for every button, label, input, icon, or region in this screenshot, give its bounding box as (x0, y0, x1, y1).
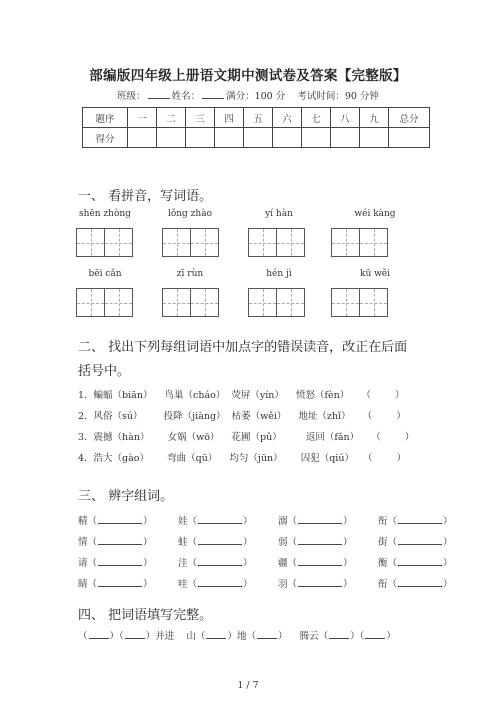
tianzige-box[interactable] (331, 288, 360, 317)
char-label: 精 (78, 516, 88, 527)
char-group-cell: 衔（ ） (378, 516, 453, 527)
tianzige-box[interactable] (76, 288, 105, 317)
pinyin-label: kū wěi (359, 269, 391, 279)
pronunciation-row: 3．震撼（hàn） 女娲（wō） 花圃（pǔ） 返回（fǎn） （ ） (78, 432, 415, 443)
pronunciation-row: 2．风俗（sú） 投降（jiàng） 枯萎（wěi） 地址（zhǐ） （ ） (78, 411, 406, 422)
char-group-cell: 请（ ） (78, 558, 153, 569)
idiom-fragment: 山 (186, 631, 196, 642)
char-group-cell: 疆（ ） (278, 558, 353, 569)
score-table-score-row (83, 128, 430, 148)
document-title: 部编版四年级上册语文期中测试卷及答案【完整版】 (89, 68, 407, 84)
answer-blank[interactable] (198, 535, 242, 545)
tianzige-group (248, 228, 305, 257)
tianzige-box[interactable] (76, 228, 105, 257)
char-group-cell: 弱（ ） (278, 537, 353, 548)
char-group-cell: 哇（ ） (178, 579, 253, 590)
score-header-cell: 总分 (389, 108, 430, 128)
char-group-cell: 睛（ ） (78, 579, 153, 590)
char-label: 蛙 (178, 537, 188, 548)
pinyin-label: yí hàn (265, 209, 293, 219)
answer-blank[interactable] (398, 577, 442, 587)
pinyin-label: lǒng zhào (167, 209, 213, 219)
char-group-cell: 情（ ） (78, 537, 153, 548)
score-table (82, 107, 430, 148)
answer-blank[interactable] (365, 629, 385, 639)
class-label: 班级： (117, 91, 146, 102)
tianzige-box[interactable] (248, 288, 277, 317)
tianzige-group (162, 228, 219, 257)
score-row-label: 得分 (83, 128, 128, 148)
tianzige-box[interactable] (190, 288, 219, 317)
tianzige-box[interactable] (104, 228, 133, 257)
answer-blank[interactable] (98, 535, 142, 545)
char-group-row (78, 572, 478, 591)
char-group-row (78, 509, 478, 528)
tianzige-box[interactable] (248, 228, 277, 257)
section2-heading-line1: 二、 找出下列每组词语中加点字的错误读音，改正在后面 (78, 340, 408, 355)
score-header-cell: 题序 (83, 108, 128, 128)
char-group-cell: 娃（ ） (178, 516, 253, 527)
char-label: 衔 (378, 516, 388, 527)
char-group-cell: 洼（ ） (178, 558, 253, 569)
score-cell[interactable] (157, 128, 186, 148)
answer-blank[interactable] (198, 556, 242, 566)
answer-blank[interactable] (257, 629, 277, 639)
pinyin-label: zī rùn (176, 269, 204, 279)
section4-heading: 四、 把词语填写完整。 (78, 608, 213, 623)
page-number: 1 / 7 (237, 680, 259, 691)
char-group-cell: 精（ ） (78, 516, 153, 527)
char-group-cell: 羽（ ） (278, 579, 353, 590)
answer-blank[interactable] (398, 556, 442, 566)
char-label: 衔 (378, 579, 388, 590)
score-header-cell: 八 (331, 108, 360, 128)
score-header-cell: 七 (302, 108, 331, 128)
answer-blank[interactable] (298, 535, 342, 545)
score-cell[interactable] (186, 128, 215, 148)
tianzige-group (331, 228, 388, 257)
tianzige-box[interactable] (331, 228, 360, 257)
section3-heading: 三、 辨字组词。 (78, 489, 174, 504)
pinyin-label: wéi kàng (354, 209, 396, 219)
score-header-cell: 三 (186, 108, 215, 128)
answer-blank[interactable] (98, 514, 142, 524)
tianzige-box[interactable] (359, 288, 388, 317)
tianzige-group (331, 288, 388, 317)
char-label: 情 (78, 537, 88, 548)
name-label: 姓名： (171, 91, 201, 102)
score-cell[interactable] (389, 128, 430, 148)
score-label: 满分：100 分 (226, 91, 286, 102)
score-cell[interactable] (273, 128, 302, 148)
tianzige-box[interactable] (276, 288, 305, 317)
answer-blank[interactable] (398, 514, 442, 524)
section2-heading-line2: 括号中。 (78, 364, 131, 379)
answer-blank[interactable] (398, 535, 442, 545)
score-header-cell: 九 (360, 108, 389, 128)
char-label: 睛 (78, 579, 88, 590)
score-header-cell: 五 (244, 108, 273, 128)
score-cell[interactable] (215, 128, 244, 148)
score-header-cell: 一 (128, 108, 157, 128)
tianzige-box[interactable] (276, 228, 305, 257)
char-label: 请 (78, 558, 88, 569)
idiom-fragment: 地 (236, 631, 247, 642)
answer-blank[interactable] (125, 629, 145, 639)
char-group-row (78, 530, 478, 549)
score-table-header-row (83, 108, 430, 128)
char-group-cell: 街（ ） (378, 537, 453, 548)
idiom-fill-line: （ ）（ ）并进 山（ ）地（ ） 腾云（ ）（ ） (78, 631, 396, 642)
char-group-cell: 溺（ ） (278, 516, 353, 527)
answer-blank[interactable] (298, 556, 342, 566)
score-header-cell: 四 (215, 108, 244, 128)
answer-blank[interactable] (329, 629, 349, 639)
pinyin-label: bēi cǎn (88, 269, 122, 279)
tianzige-group (76, 288, 133, 317)
score-cell[interactable] (360, 128, 389, 148)
char-group-cell: 衡（ ） (378, 558, 453, 569)
score-cell[interactable] (244, 128, 273, 148)
answer-blank[interactable] (198, 577, 242, 587)
tianzige-box[interactable] (162, 228, 191, 257)
char-label: 洼 (178, 558, 188, 569)
pronunciation-row: 1．蝙蝠（biān） 鸟巢（cháo） 荧屏（yín） 愤怒（fèn） （ ） (78, 390, 405, 401)
char-label: 衡 (378, 558, 388, 569)
score-header-cell: 二 (157, 108, 186, 128)
tianzige-box[interactable] (162, 288, 191, 317)
pronunciation-row: 4．浩大（gào） 弯曲（qū） 均匀（jūn） 囚犯（qiú） （ ） (78, 453, 407, 464)
answer-blank[interactable] (298, 514, 342, 524)
tianzige-box[interactable] (104, 288, 133, 317)
answer-blank[interactable] (198, 514, 242, 524)
answer-blank[interactable] (98, 556, 142, 566)
tianzige-group (248, 288, 305, 317)
section1-heading: 一、 看拼音，写词语。 (78, 189, 213, 204)
score-cell[interactable] (302, 128, 331, 148)
answer-blank[interactable] (298, 577, 342, 587)
answer-blank[interactable] (98, 577, 142, 587)
idiom-fragment: 腾云 (299, 631, 319, 642)
answer-blank[interactable] (89, 629, 109, 639)
time-label: 考试时间：90 分钟 (297, 91, 379, 102)
char-label: 街 (378, 537, 388, 548)
char-label: 羽 (278, 579, 288, 590)
tianzige-group (162, 288, 219, 317)
score-cell[interactable] (128, 128, 157, 148)
char-label: 疆 (278, 558, 288, 569)
char-group-row (78, 551, 478, 570)
char-label: 哇 (178, 579, 188, 590)
char-label: 弱 (278, 537, 288, 548)
char-group-cell: 蛙（ ） (178, 537, 253, 548)
char-label: 溺 (278, 516, 288, 527)
answer-blank[interactable] (206, 629, 226, 639)
tianzige-box[interactable] (190, 228, 219, 257)
pinyin-label: hén jì (266, 269, 292, 279)
score-cell[interactable] (331, 128, 360, 148)
name-blank[interactable] (202, 89, 224, 99)
char-group-cell: 衔（ ） (378, 579, 453, 590)
tianzige-box[interactable] (359, 228, 388, 257)
score-header-cell: 六 (273, 108, 302, 128)
char-label: 娃 (178, 516, 188, 527)
info-line (0, 88, 496, 102)
pinyin-label: shēn zhòng (79, 209, 131, 219)
tianzige-group (76, 228, 133, 257)
idiom-fragment: 并进 (155, 631, 175, 642)
class-blank[interactable] (148, 89, 170, 99)
